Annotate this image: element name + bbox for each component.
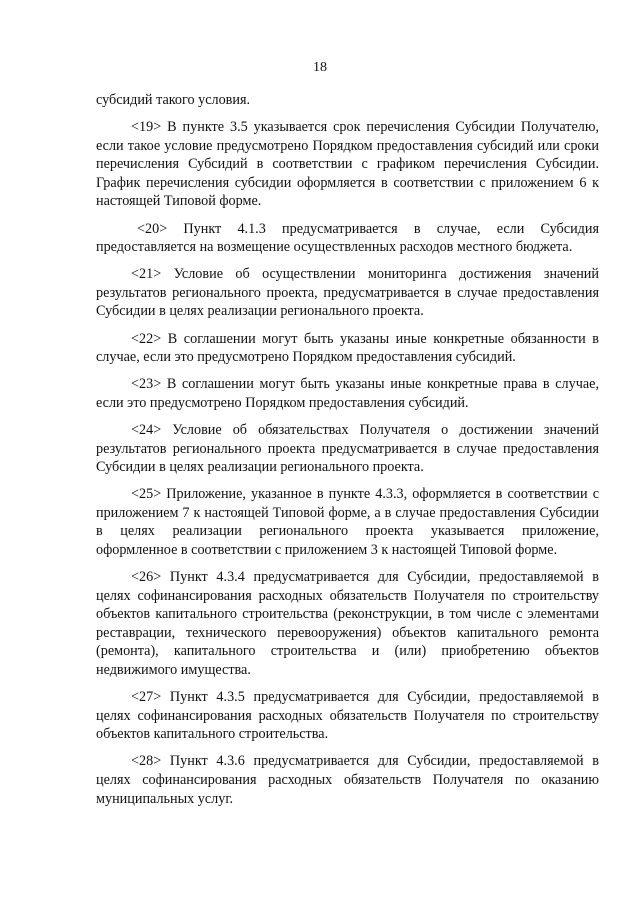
document-body	[96, 91, 599, 817]
footnote-27: <27> Пункт 4.3.5 предусматривается для Субсидии, предоставляемой в целях софинансирования расходных обязательств Получателя по строительству объектов капитального строительства.	[96, 689, 599, 743]
footnote-21: <21> Условие об осуществлении мониторинга достижения значений результатов регионального проекта, предусматривается в случае предоставления Субсидии в целях реализации регионального проекта.	[96, 266, 599, 320]
footnote-19: <19> В пункте 3.5 указывается срок перечисления Субсидии Получателю, если такое условие предусмотрено Порядком предоставления субсидий или сроки перечисления Субсидий в соответствии с графиком перечисления Субсидии. График перечисления субсидии оформляется в соответствии с приложением 6 к настоящей Типовой форме.	[96, 119, 599, 210]
footnote-25: <25> Приложение, указанное в пункте 4.3.3, оформляется в соответствии с приложением 7 к настоящей Типовой форме, а в случае предоставления Субсидии в целях реализации регионального проекта указывается приложение, оформленное в соответствии с приложением 3 к настоящей Типовой форме.	[96, 486, 599, 558]
footnote-20: <20> Пункт 4.1.3 предусматривается в случае, если Субсидия предоставляется на возмещение осуществленных расходов местного бюджета.	[96, 220, 599, 256]
footnote-22: <22> В соглашении могут быть указаны иные конкретные обязанности в случае, если это предусмотрено Порядком предоставления субсидий.	[96, 330, 599, 366]
footnote-28: <28> Пункт 4.3.6 предусматривается для Субсидии, предоставляемой в целях софинансирования расходных обязательств Получателя по оказанию муниципальных услуг.	[96, 753, 599, 807]
footnote-23: <23> В соглашении могут быть указаны иные конкретные права в случае, если это предусмотрено Порядком предоставления субсидий.	[96, 376, 599, 411]
footnote-26: <26> Пункт 4.3.4 предусматривается для Субсидии, предоставляемой в целях софинансирования расходных обязательств Получателя по строительству объектов капитального строительства (реконструкции, в том числе с элементами реставрации, технического перевооружения) объектов капитального ремонта (ремонта), капитального строительства и (или) приобретению объектов недвижимого имущества.	[96, 569, 599, 679]
page-number: 18	[313, 60, 327, 75]
footnote-24: <24> Условие об обязательствах Получателя о достижении значений результатов регионального проекта предусматривается в случае предоставления Субсидии в целях реализации регионального проекта.	[96, 421, 599, 476]
paragraph-continuation: субсидий такого условия.	[96, 92, 251, 108]
